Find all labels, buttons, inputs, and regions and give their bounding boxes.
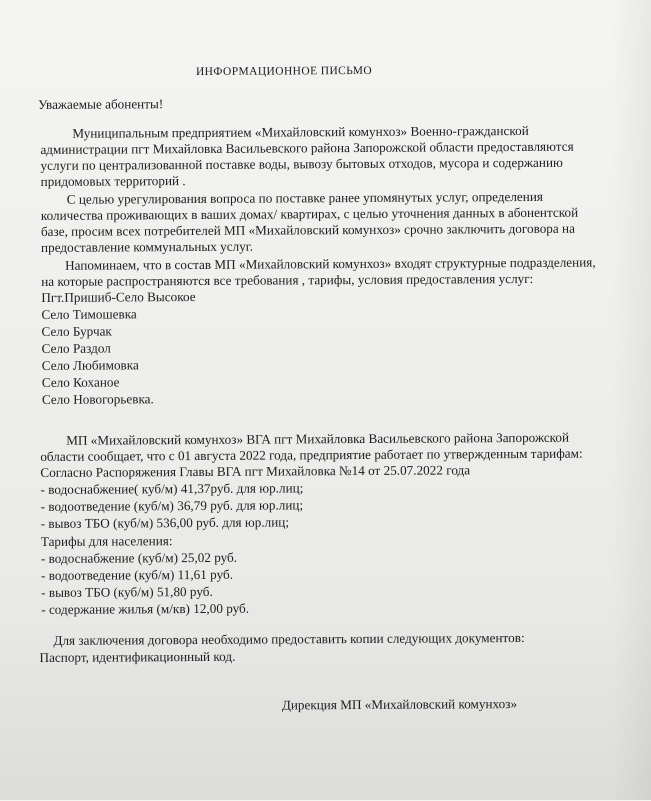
paragraph-5-line: Паспорт, идентификационный код.: [39, 648, 236, 665]
population-tariff-item: - содержание жилья (м/кв) 12,00 руб.: [41, 600, 250, 617]
legal-tariff-item: - водоснабжение( куб/м) 41,37руб. для юр.лиц;: [40, 480, 304, 497]
population-tariff-item: - водоснабжение (куб/м) 25,02 руб.: [40, 549, 238, 566]
paragraph-3-line: на которые распространяются все требования , тарифы, условия предоставления услуг:: [41, 270, 534, 289]
paragraph-5-line: Для заключения договора необходимо предоставить копии следующих документов:: [53, 629, 525, 648]
legal-tariff-item: - вывоз ТБО (куб/м) 536,00 руб. для юр.лиц;: [40, 514, 290, 531]
legal-tariff-item: - водоотведение (куб/м) 36,79 руб. для юр.лиц;: [40, 497, 304, 514]
paragraph-1-line: администрации пгт Михайловка Васильевского района Запорожской области предоставляются: [40, 138, 574, 157]
population-tariffs-heading: Тарифы для населения:: [40, 533, 173, 549]
village-item: Село Новогорьевка.: [41, 391, 154, 407]
paragraph-1-line: Муниципальным предприятием «Михайловский комунхоз» Военно-гражданской: [72, 122, 529, 141]
paragraph-4-line: области сообщает, что с 01 августа 2022 года, предприятие работает по утвержденным тарифам:: [40, 445, 583, 464]
village-item: Село Коханое: [41, 374, 120, 390]
paragraph-2-line: С целью урегулирования вопроса по поставке ранее упомянутых услуг, определения: [66, 188, 543, 207]
paragraph-1-line: услуги по централизованной поставке воды, вывозу бытовых отходов, мусора и содержанию: [40, 154, 563, 173]
paragraph-1-line: придомовых территорий .: [40, 173, 186, 189]
paragraph-4-line: Согласно Распоряжения Главы ВГА пгт Михайловка №14 от 25.07.2022 года: [40, 462, 471, 480]
paragraph-2-line: количества проживающих в ваших домах/ квартирах, с целью уточнения данных в абонентской: [40, 204, 579, 223]
population-tariff-item: - водоотведение (куб/м) 11,61 руб.: [40, 566, 234, 583]
village-item: Село Тимошевка: [41, 306, 137, 322]
paragraph-4-line: МП «Михайловский комунхоз» ВГА пгт Михайловка Васильевского района Запорожской: [66, 429, 570, 448]
paragraph-2-line: предоставление коммунальных услуг.: [40, 238, 254, 255]
greeting: Уважаемые абоненты!: [38, 96, 164, 112]
signature: Дирекция МП «Михайловский комунхоз»: [281, 696, 518, 713]
page-title: ИНФОРМАЦИОННОЕ ПИСЬМО: [195, 64, 373, 78]
village-item: Село Бурчак: [41, 323, 112, 339]
village-item: Село Любимовка: [41, 357, 139, 373]
page-edge-shadow: [611, 0, 651, 800]
village-item: Пгт.Пришиб-Село Высокое: [41, 289, 196, 305]
paragraph-2-line: базе, просим всех потребителей МП «Михайловский комунхоз» срочно заключить договора на: [40, 220, 575, 239]
paragraph-3-line: Напоминаем, что в состав МП «Михайловский комунхоз» входят структурные подразделения,: [65, 254, 596, 273]
population-tariff-item: - вывоз ТБО (куб/м) 51,80 руб.: [41, 583, 213, 600]
village-item: Село Раздол: [41, 340, 111, 356]
